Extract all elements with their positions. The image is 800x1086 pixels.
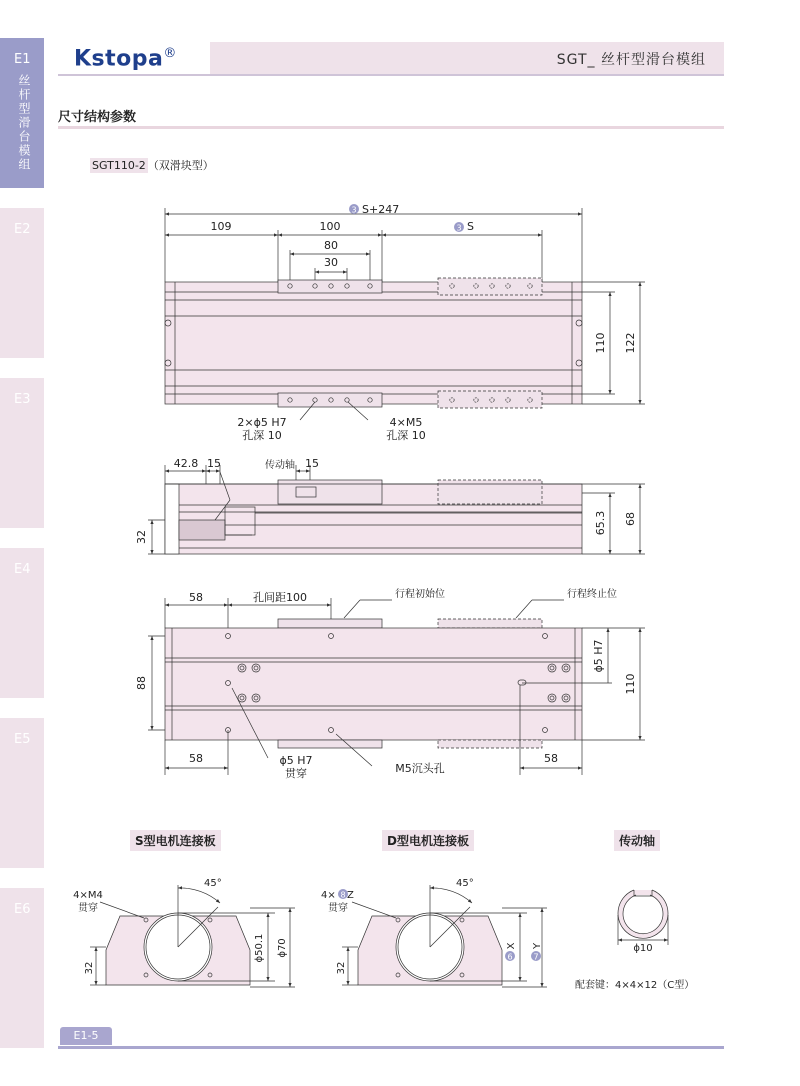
s-dim-70: ϕ70: [277, 938, 288, 958]
dim-58c: 58: [544, 752, 558, 765]
dim-58b: 58: [189, 752, 203, 765]
d-dim-y: Y: [532, 942, 543, 950]
hole-note: ϕ5 H7: [279, 754, 313, 767]
header-title: SGT_ 丝杆型滑台模组: [556, 52, 706, 68]
s-angle: 45°: [204, 878, 222, 889]
tab-code: E5: [14, 732, 31, 747]
d-dim-32: 32: [336, 961, 347, 975]
dim-110: 110: [594, 332, 607, 354]
dim-68: 68: [624, 512, 637, 526]
hole-note-2: 4×M5: [389, 416, 423, 429]
dim-stroke: S: [467, 220, 474, 233]
tab-code: E6: [14, 902, 31, 917]
dim-100: 100: [319, 220, 341, 233]
d-dim-x: X: [506, 942, 517, 950]
hole-depth-2: 孔深 10: [386, 429, 426, 442]
side-view: [148, 465, 645, 554]
d-angle: 45°: [456, 878, 474, 889]
tab-code: E2: [14, 222, 31, 237]
d-holes: 4×: [321, 890, 336, 901]
tab-code: E3: [14, 392, 31, 407]
d-holes-z: Z: [347, 890, 354, 901]
s-dim-50-1: ϕ50.1: [254, 933, 265, 963]
footer-divider: [58, 1046, 724, 1049]
dim-pitch: 孔间距100: [253, 591, 307, 604]
ref-badge-text: 8: [340, 890, 346, 900]
ref-badge-text: 3: [351, 205, 357, 215]
shaft-label: 传动轴: [265, 460, 295, 471]
s-plate-caption: S型电机连接板: [130, 830, 221, 851]
tab-code: E4: [14, 562, 31, 577]
dim-15b: 15: [305, 457, 319, 470]
hole-note-1: 2×ϕ5 H7: [237, 416, 287, 429]
hole-depth-1: 孔深 10: [242, 429, 282, 442]
brand-logo: Kstopa®: [74, 46, 177, 72]
shaft-dia: ϕ10: [633, 943, 653, 954]
hole-through: 贯穿: [285, 767, 307, 780]
s-holes-through: 贯穿: [78, 903, 98, 914]
page-number: E1-5: [60, 1027, 112, 1045]
top-view: [165, 205, 645, 420]
bottom-view: [148, 598, 645, 775]
dim-30: 30: [324, 256, 338, 269]
ref-badge-text: 7: [533, 952, 539, 962]
ref-badge-text: 6: [507, 952, 513, 962]
section-title: 尺寸结构参数: [58, 110, 137, 125]
dim-109: 109: [210, 220, 232, 233]
tab-code: E1: [14, 52, 31, 67]
s-dim-32: 32: [84, 961, 95, 975]
dim-32: 32: [135, 530, 148, 544]
tab-label: 丝杆型滑台模组: [17, 74, 31, 172]
d-holes-through: 贯穿: [328, 903, 348, 914]
ref-badge-text: 3: [456, 223, 462, 233]
dim-110b: 110: [624, 673, 637, 695]
dim-122: 122: [624, 332, 637, 354]
model-label: SGT110-2 （双滑块型）: [92, 159, 214, 172]
shaft-section: [618, 890, 668, 945]
dim-65-3: 65.3: [594, 510, 607, 536]
s-holes: 4×M4: [73, 890, 103, 901]
counterbore-note: M5沉头孔: [395, 762, 445, 775]
d-motor-plate: [342, 885, 547, 987]
d-plate-caption: D型电机连接板: [382, 830, 474, 851]
dim-15a: 15: [207, 457, 221, 470]
dim-58a: 58: [189, 591, 203, 604]
dim-80: 80: [324, 239, 338, 252]
shaft-caption: 传动轴: [614, 830, 660, 851]
dim-88: 88: [135, 676, 148, 690]
dim-dia5: ϕ5 H7: [592, 639, 605, 673]
shaft-key: 配套键：4×4×12（C型）: [575, 980, 695, 991]
stroke-start: 行程初始位: [395, 589, 445, 600]
stroke-end: 行程终止位: [567, 589, 617, 600]
dim-total: S+247: [362, 203, 400, 216]
dim-42-8: 42.8: [173, 457, 199, 470]
